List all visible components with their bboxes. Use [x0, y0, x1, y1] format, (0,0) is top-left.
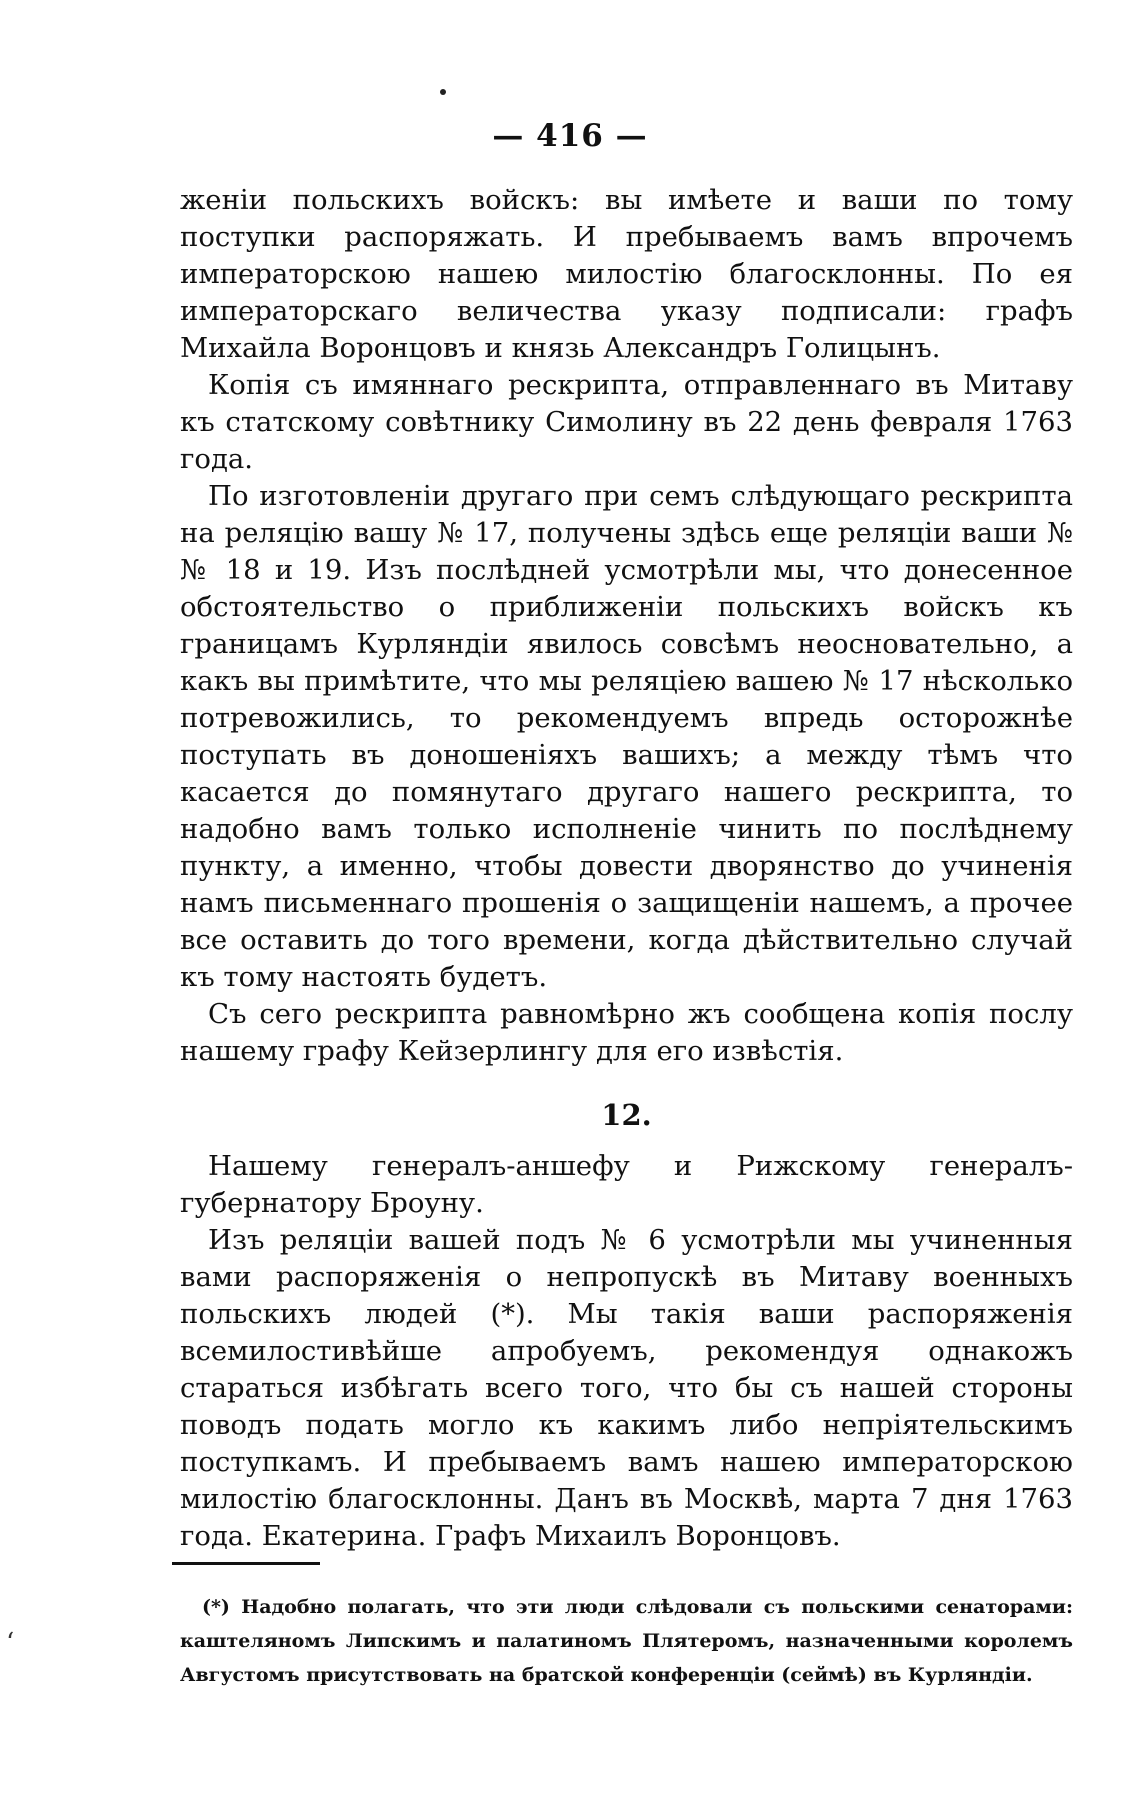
section-number: 12. — [601, 1098, 652, 1132]
ink-speck — [440, 89, 446, 95]
paragraph-rescript-note: Съ сего рескрипта равномѣрно жъ сообщена копія послу нашему графу Кейзерлингу для его извѣстія. — [180, 998, 1073, 1067]
paragraph-rescript-body: По изготовленіи другаго при семъ слѣдующаго рескрипта на реляцію вашу № 17, получены здѣсь еще реляціи ваши № № 18 и 19. Изъ послѣдней усмотрѣли мы, что донесенное обстоятельство о приближеніи польскихъ войскъ къ границамъ Курляндіи явилось совсѣмъ неосновательно, а какъ вы примѣтите, что мы реляціею вашею № 17 нѣсколько потревожились, то рекомендуемъ впредь осторожнѣе поступать въ доношеніяхъ вашихъ; а между тѣмъ что касается до помянутаго другаго нашего рескрипта, то надобно вамъ только исполненіе чинить по послѣднему пункту, а именно, чтобы довести дворянство до учиненія намъ письменнаго прошенія о защищеніи нашемъ, а прочее все оставить до того времени, когда дѣйствительно случай къ тому настоять будетъ. — [180, 480, 1073, 993]
paragraph-continuation: женіи польскихъ войскъ: вы имѣете и ваши по тому поступки распоряжать. И пребываемъ вамъ впрочемъ императорскою нашею милостію благосклонны. По ея императорскаго величества указу подписали: графъ Михайла Воронцовъ и князь Александръ Голицынъ. — [180, 184, 1073, 364]
footnote-rule — [172, 1562, 320, 1565]
paragraph-addressee: Нашему генералъ-аншефу и Рижскому генералъ-губернатору Броуну. — [180, 1150, 1073, 1219]
page-number: — 416 — — [492, 118, 648, 154]
paragraph-rescript-title: Копія съ имяннаго рескрипта, отправленнаго въ Митаву къ статскому совѣтнику Симолину въ 22 день февраля 1763 года. — [180, 369, 1073, 475]
main-text — [180, 182, 1073, 1555]
margin-mark: ʻ — [6, 1628, 15, 1658]
paragraph-letter-body: Изъ реляціи вашей подъ № 6 усмотрѣли мы учиненныя вами распоряженія о непропускѣ въ Митаву военныхъ польскихъ людей (*). Мы такія ваши распоряженія всемилостивѣйше апробуемъ, рекомендуя однакожъ стараться избѣгать всего того, что бы съ нашей стороны поводъ подать могло къ какимъ либо непріятельскимъ поступкамъ. И пребываемъ вамъ нашею императорскою милостію благосклонны. Данъ въ Москвѣ, марта 7 дня 1763 года. Екатерина. Графъ Михаилъ Воронцовъ. — [180, 1224, 1073, 1552]
footnote: (*) Надобно полагать, что эти люди слѣдовали съ польскими сенаторами: каштеляномъ Липскимъ и палатиномъ Плятеромъ, назначенными королемъ Августомъ присутствовать на братской конференціи (сеймѣ) въ Курляндіи. — [180, 1596, 1073, 1686]
